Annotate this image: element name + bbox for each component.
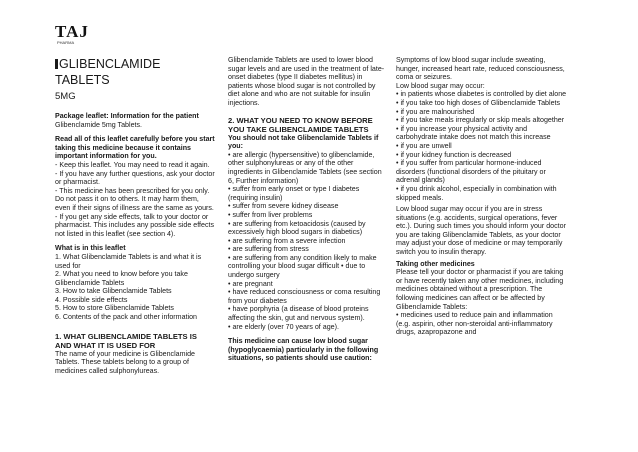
section-2-heading: 2. WHAT YOU NEED TO KNOW BEFORE YOU TAKE GLIBENCLAMIDE TABLETS bbox=[228, 115, 373, 134]
list-item: - If you get any side effects, talk to your doctor or pharmacist. This includes any possible side effects not listed in this leaflet (see section 4). bbox=[55, 212, 215, 238]
list-item: • if you take too high doses of Glibenclamide Tablets bbox=[396, 98, 561, 107]
list-item: • suffer from liver problems bbox=[228, 210, 313, 219]
list-item: • suffer from early onset or type I diabetes (requiring insulin) bbox=[228, 185, 360, 202]
contents-heading: What is in this leaflet bbox=[55, 244, 126, 253]
product-title-line1: GLIBENCLAMIDE bbox=[55, 56, 205, 72]
column-left bbox=[55, 112, 215, 375]
low-sugar-intro: Low blood sugar may occur: bbox=[396, 81, 485, 90]
package-leaflet-subtitle: Glibenclamide 5mg Tablets. bbox=[55, 120, 143, 129]
list-item: 3. How to take Glibenclamide Tablets bbox=[55, 287, 172, 296]
column-right bbox=[396, 56, 568, 337]
contents-list bbox=[55, 253, 215, 322]
list-item: • if you are malnourished bbox=[396, 107, 475, 116]
list-item: • are suffering from ketoacidosis (caused by excessively high blood sugars in diabetics) bbox=[228, 219, 366, 237]
list-item: 4. Possible side effects bbox=[55, 295, 128, 304]
list-item: • if you drink alcohol, especially in combination with skipped meals. bbox=[396, 184, 557, 202]
not-take-heading: You should not take Glibenclamide Tablets if you: bbox=[228, 133, 379, 151]
list-item: • if your kidney function is decreased bbox=[396, 150, 512, 159]
list-item: • if you increase your physical activity and carbohydrate intake does not match this increase bbox=[396, 124, 551, 142]
list-item: • if you take meals irregularly or skip meals altogether bbox=[396, 116, 565, 125]
list-item: 1. What Glibenclamide Tablets is and what it is used for bbox=[55, 252, 202, 270]
section-1-heading: 1. WHAT GLIBENCLAMIDE TABLETS IS AND WHAT IT IS USED FOR bbox=[55, 331, 197, 350]
list-item: 2. What you need to know before you take Glibenclamide Tablets bbox=[55, 270, 188, 287]
list-item: • if you are unwell bbox=[396, 141, 452, 150]
usage-paragraph: Glibenclamide Tablets are used to lower blood sugar levels and are used in the treatment of late-onset diabetes (type II diabetes mellitus) in patients whose blood sugar is not controlled by diet alone and who are not suitable for insulin injections. bbox=[228, 56, 385, 107]
column-middle bbox=[228, 56, 388, 363]
product-strength: 5MG bbox=[55, 91, 76, 102]
logo-mark: TAJ bbox=[55, 22, 89, 41]
package-leaflet-heading: Package leaflet: Information for the patient bbox=[55, 112, 199, 120]
product-title-line2: TABLETS bbox=[55, 73, 110, 87]
list-item: - Keep this leaflet. You may need to read it again. bbox=[55, 160, 210, 169]
read-all-notice: Read all of this leaflet carefully before you start taking this medicine because it contains important information for you. bbox=[55, 135, 215, 161]
list-item: • are allergic (hypersensitive) to glibenclamide, other sulphonylureas or any of the other ingredients in Glibenclamide Tablets (see section 6, Further information) bbox=[228, 150, 382, 185]
list-item: • are suffering from stress bbox=[228, 245, 309, 254]
list-item: • if you suffer from particular hormone-induced disorders (functional disorders of the pituitary or adrenal glands) bbox=[396, 159, 546, 185]
list-item: • are pregnant bbox=[228, 279, 273, 288]
hypoglycaemia-warning: This medicine can cause low blood sugar (hypoglycaemia) particularly in the following situations, so patients should use caution: bbox=[228, 337, 379, 363]
company-logo bbox=[55, 23, 95, 47]
stress-paragraph: Low blood sugar may occur if you are in stress situations (e.g. accidents, surgical operations, fever etc.). During such times you should inform your doctor you are taking Glibenclamide Tablets, as your doctor may adjust your dose of medicine or may temporarily switch you to insulin therapy. bbox=[396, 205, 566, 257]
list-item: 5. How to store Glibenclamide Tablets bbox=[55, 304, 174, 313]
list-item: • have reduced consciousness or coma resulting from your diabetes bbox=[228, 288, 381, 305]
low-sugar-list bbox=[396, 90, 568, 202]
symptoms-paragraph: Symptoms of low blood sugar include sweating, hunger, increased heart rate, reduced consciousness, coma or seizures. bbox=[396, 56, 565, 82]
title-block bbox=[55, 56, 205, 103]
list-item: • are elderly (over 70 years of age). bbox=[228, 322, 339, 331]
other-medicines-bullet: • medicines used to reduce pain and inflammation (e.g. aspirin, other non-steroidal anti-inflammatory drugs, azapropazone and bbox=[396, 311, 553, 337]
list-item: • have porphyria (a disease of blood proteins affecting the skin, gut and nervous system). bbox=[228, 305, 369, 323]
other-medicines-heading: Taking other medicines bbox=[396, 259, 475, 268]
leaflet-instructions bbox=[55, 161, 215, 238]
list-item: • in patients whose diabetes is controlled by diet alone bbox=[396, 90, 567, 99]
other-medicines-text: Please tell your doctor or pharmacist if you are taking or have recently taken any other medicines, including medicines obtained without a prescription. The following medicines can affect or be affected by Glibenclamide Tablets: bbox=[396, 268, 564, 311]
list-item: • are suffering from a severe infection bbox=[228, 236, 346, 245]
list-item: • suffer from severe kidney disease bbox=[228, 202, 339, 211]
section-1-text: The name of your medicine is Glibenclamide Tablets. These tablets belong to a group of medicines called sulphonylureas. bbox=[55, 349, 195, 375]
contraindications-list bbox=[228, 151, 388, 331]
list-item: 6. Contents of the pack and other information bbox=[55, 313, 197, 322]
title-marker-icon bbox=[55, 59, 58, 69]
list-item: - If you have any further questions, ask your doctor or pharmacist. bbox=[55, 169, 215, 187]
list-item: - This medicine has been prescribed for you only. Do not pass it on to others. It may harm them, even if their signs of illness are the same as yours. bbox=[55, 186, 214, 212]
list-item: • are suffering from any condition likely to make controlling your blood sugar difficult • due to undergo surgery bbox=[228, 253, 377, 280]
logo-tagline: PHARMA bbox=[57, 40, 75, 45]
